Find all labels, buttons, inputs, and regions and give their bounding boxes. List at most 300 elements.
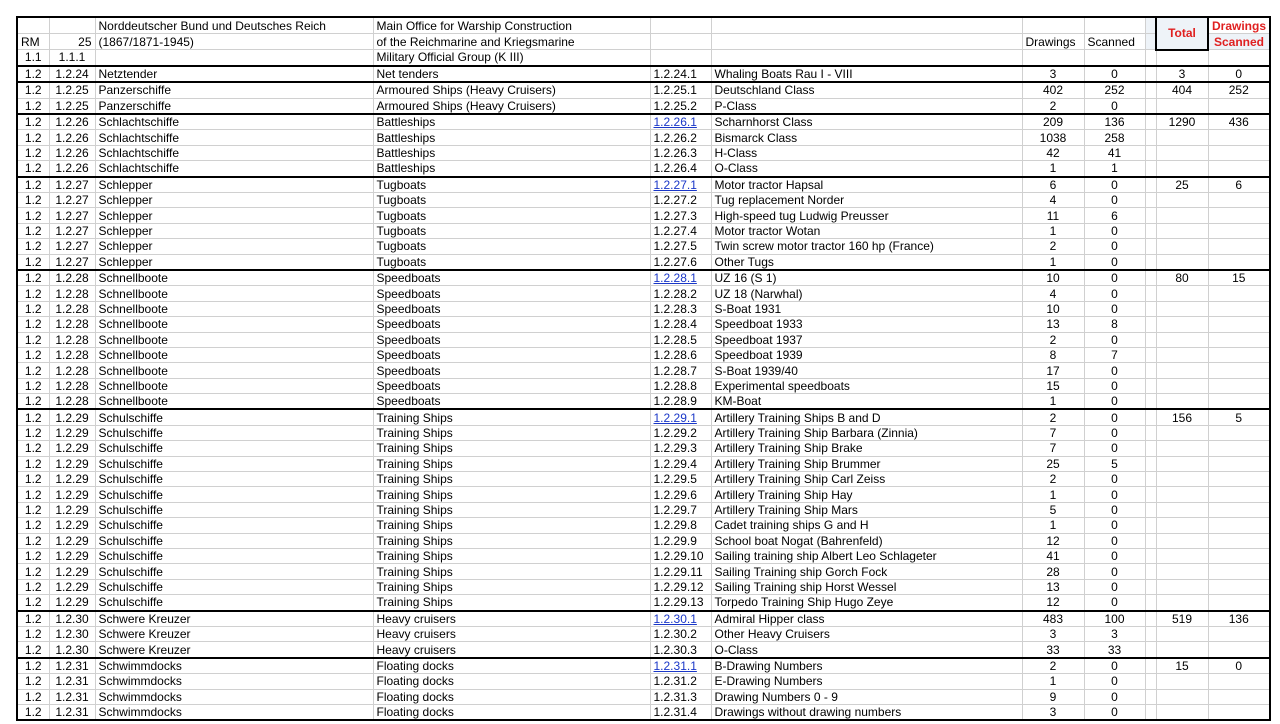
row-drawings[interactable]: 1 (1022, 518, 1084, 533)
row-scanned[interactable]: 0 (1084, 223, 1145, 238)
scanned-header-red[interactable]: Scanned (1208, 34, 1270, 50)
row-drawings[interactable]: 402 (1022, 82, 1084, 98)
row-group-code[interactable]: 1.2.31 (49, 689, 95, 704)
row-scanned[interactable]: 0 (1084, 409, 1145, 425)
row-german-name[interactable]: Schulschiffe (95, 425, 373, 440)
row-total-scanned[interactable]: 5 (1208, 409, 1270, 425)
row-subgroup-code[interactable]: 1.2.29.6 (650, 487, 711, 502)
row-german-name[interactable]: Schnellboote (95, 332, 373, 347)
row-scanned[interactable]: 0 (1084, 66, 1145, 82)
row-scanned[interactable]: 0 (1084, 270, 1145, 286)
row-total-scanned[interactable] (1208, 549, 1270, 564)
row-english-name[interactable]: Battleships (373, 130, 650, 145)
row-description[interactable]: Other Tugs (711, 254, 1022, 270)
row-english-name[interactable]: Training Ships (373, 549, 650, 564)
row-group-code[interactable]: 1.2.27 (49, 223, 95, 238)
row-level[interactable]: 1.2 (17, 161, 49, 177)
row-drawings[interactable]: 1 (1022, 394, 1084, 410)
row-total-scanned[interactable] (1208, 394, 1270, 410)
row-total-drawings[interactable] (1156, 549, 1208, 564)
row-drawings[interactable]: 28 (1022, 564, 1084, 579)
row-level[interactable]: 1.2 (17, 579, 49, 594)
row-group-code[interactable]: 1.2.29 (49, 595, 95, 611)
title-en-line-1[interactable]: Main Office for Warship Construction (373, 17, 650, 34)
row-level[interactable]: 1.2 (17, 394, 49, 410)
row-level[interactable]: 1.2 (17, 472, 49, 487)
row-subgroup-code[interactable]: 1.2.26.3 (650, 145, 711, 160)
row-subgroup-code[interactable]: 1.2.26.4 (650, 161, 711, 177)
row-description[interactable]: S-Boat 1931 (711, 301, 1022, 316)
row-subgroup-code[interactable]: 1.2.27.4 (650, 223, 711, 238)
row-total-drawings[interactable] (1156, 564, 1208, 579)
row-german-name[interactable]: Schulschiffe (95, 456, 373, 471)
row-drawings[interactable]: 25 (1022, 456, 1084, 471)
row-description[interactable]: Motor tractor Hapsal (711, 177, 1022, 193)
row-level[interactable]: 1.2 (17, 642, 49, 658)
row-description[interactable]: Admiral Hipper class (711, 611, 1022, 627)
row-level[interactable]: 1.2 (17, 487, 49, 502)
row-english-name[interactable]: Heavy cruisers (373, 642, 650, 658)
row-german-name[interactable]: Schnellboote (95, 378, 373, 393)
row-subgroup-code[interactable]: 1.2.26.2 (650, 130, 711, 145)
row-english-name[interactable]: Battleships (373, 145, 650, 160)
row-total-scanned[interactable] (1208, 425, 1270, 440)
row-english-name[interactable]: Speedboats (373, 378, 650, 393)
row-scanned[interactable]: 0 (1084, 254, 1145, 270)
row-scanned[interactable]: 0 (1084, 425, 1145, 440)
row-description[interactable]: H-Class (711, 145, 1022, 160)
row-german-name[interactable]: Schwere Kreuzer (95, 611, 373, 627)
row-drawings[interactable]: 1038 (1022, 130, 1084, 145)
row-subgroup-code[interactable] (650, 177, 711, 193)
row-subgroup-code[interactable]: 1.2.29.9 (650, 533, 711, 548)
row-subgroup-code[interactable]: 1.2.28.2 (650, 286, 711, 301)
row-level[interactable]: 1.2 (17, 674, 49, 689)
row-english-name[interactable]: Tugboats (373, 254, 650, 270)
row-scanned[interactable]: 0 (1084, 378, 1145, 393)
row-subgroup-code[interactable]: 1.2.27.5 (650, 239, 711, 254)
row-total-drawings[interactable] (1156, 487, 1208, 502)
row-total-drawings[interactable] (1156, 130, 1208, 145)
row-german-name[interactable]: Schlachtschiffe (95, 145, 373, 160)
row-english-name[interactable]: Training Ships (373, 409, 650, 425)
row-scanned[interactable]: 0 (1084, 502, 1145, 517)
row-level[interactable]: 1.2 (17, 378, 49, 393)
row-total-drawings[interactable] (1156, 301, 1208, 316)
row-english-name[interactable]: Training Ships (373, 518, 650, 533)
row-drawings[interactable]: 3 (1022, 626, 1084, 641)
row-level[interactable]: 1.2 (17, 425, 49, 440)
row-total-scanned[interactable] (1208, 642, 1270, 658)
row-description[interactable]: Tug replacement Norder (711, 193, 1022, 208)
row-description[interactable]: Speedboat 1933 (711, 317, 1022, 332)
row-total-drawings[interactable] (1156, 317, 1208, 332)
row-group-code[interactable]: 1.2.26 (49, 161, 95, 177)
row-level[interactable]: 1.2 (17, 363, 49, 378)
row-description[interactable]: Speedboat 1939 (711, 347, 1022, 362)
row-level[interactable]: 1.2 (17, 332, 49, 347)
row-group-code[interactable]: 1.2.28 (49, 347, 95, 362)
row-total-scanned[interactable] (1208, 98, 1270, 114)
row-english-name[interactable]: Speedboats (373, 363, 650, 378)
row-german-name[interactable]: Schlachtschiffe (95, 114, 373, 130)
row-group-code[interactable]: 1.2.28 (49, 363, 95, 378)
row-level[interactable]: 1.2 (17, 82, 49, 98)
row-total-drawings[interactable]: 1290 (1156, 114, 1208, 130)
row-level[interactable]: 1.2 (17, 98, 49, 114)
row-scanned[interactable]: 252 (1084, 82, 1145, 98)
row-subgroup-code[interactable]: 1.2.30.3 (650, 642, 711, 658)
row-scanned[interactable]: 0 (1084, 518, 1145, 533)
row-scanned[interactable]: 0 (1084, 658, 1145, 674)
row-total-scanned[interactable] (1208, 472, 1270, 487)
row-subgroup-code[interactable]: 1.2.29.11 (650, 564, 711, 579)
row-description[interactable]: Cadet training ships G and H (711, 518, 1022, 533)
row-english-name[interactable]: Tugboats (373, 177, 650, 193)
row-level[interactable]: 1.2 (17, 193, 49, 208)
row-scanned[interactable]: 0 (1084, 441, 1145, 456)
row-description[interactable]: Artillery Training Ship Barbara (Zinnia) (711, 425, 1022, 440)
row-subgroup-code[interactable] (650, 270, 711, 286)
row-english-name[interactable]: Training Ships (373, 564, 650, 579)
row-subgroup-code[interactable] (650, 409, 711, 425)
row-drawings[interactable]: 4 (1022, 193, 1084, 208)
row-group-code[interactable]: 1.2.28 (49, 301, 95, 316)
row-total-scanned[interactable] (1208, 208, 1270, 223)
row-total-scanned[interactable] (1208, 130, 1270, 145)
row-scanned[interactable]: 0 (1084, 689, 1145, 704)
row-total-scanned[interactable] (1208, 441, 1270, 456)
row-english-name[interactable]: Speedboats (373, 317, 650, 332)
row-total-drawings[interactable] (1156, 208, 1208, 223)
row-level[interactable]: 1.2 (17, 66, 49, 82)
row-subgroup-code[interactable]: 1.2.27.2 (650, 193, 711, 208)
row-subgroup-code[interactable]: 1.2.25.1 (650, 82, 711, 98)
row-subgroup-code[interactable]: 1.2.31.2 (650, 674, 711, 689)
row-drawings[interactable]: 5 (1022, 502, 1084, 517)
row-scanned[interactable]: 0 (1084, 704, 1145, 720)
row-total-drawings[interactable]: 519 (1156, 611, 1208, 627)
row-total-drawings[interactable] (1156, 254, 1208, 270)
row-drawings[interactable]: 1 (1022, 161, 1084, 177)
row-group-code[interactable]: 1.2.30 (49, 611, 95, 627)
row-description[interactable]: Sailing Training ship Gorch Fock (711, 564, 1022, 579)
row-description[interactable]: UZ 18 (Narwhal) (711, 286, 1022, 301)
row-english-name[interactable]: Training Ships (373, 533, 650, 548)
row-total-scanned[interactable] (1208, 456, 1270, 471)
row-subgroup-code[interactable]: 1.2.29.13 (650, 595, 711, 611)
row-group-code[interactable]: 1.2.28 (49, 317, 95, 332)
row-total-scanned[interactable] (1208, 564, 1270, 579)
row-description[interactable]: Drawings without drawing numbers (711, 704, 1022, 720)
row-subgroup-code[interactable]: 1.2.28.4 (650, 317, 711, 332)
row-scanned[interactable]: 1 (1084, 161, 1145, 177)
row-subgroup-code[interactable]: 1.2.24.1 (650, 66, 711, 82)
row-english-name[interactable]: Heavy cruisers (373, 611, 650, 627)
row-subgroup-code[interactable]: 1.2.28.3 (650, 301, 711, 316)
row-total-drawings[interactable] (1156, 518, 1208, 533)
row-german-name[interactable]: Schlachtschiffe (95, 130, 373, 145)
row-total-scanned[interactable]: 15 (1208, 270, 1270, 286)
row-english-name[interactable]: Speedboats (373, 270, 650, 286)
row-total-drawings[interactable]: 3 (1156, 66, 1208, 82)
drawings-column-header[interactable]: Drawings (1022, 34, 1084, 50)
row-total-drawings[interactable] (1156, 145, 1208, 160)
row-group-code[interactable]: 1.2.29 (49, 564, 95, 579)
row-english-name[interactable]: Armoured Ships (Heavy Cruisers) (373, 98, 650, 114)
row-subgroup-code[interactable] (650, 114, 711, 130)
row-scanned[interactable]: 0 (1084, 301, 1145, 316)
row-group-code[interactable]: 1.2.29 (49, 533, 95, 548)
row-total-drawings[interactable] (1156, 363, 1208, 378)
row-german-name[interactable]: Schlepper (95, 239, 373, 254)
row-description[interactable]: O-Class (711, 161, 1022, 177)
row-english-name[interactable]: Heavy cruisers (373, 626, 650, 641)
row-group-code[interactable]: 1.2.29 (49, 518, 95, 533)
row-total-drawings[interactable] (1156, 239, 1208, 254)
row-scanned[interactable]: 0 (1084, 98, 1145, 114)
row-total-drawings[interactable] (1156, 332, 1208, 347)
row-group-code[interactable]: 1.2.31 (49, 704, 95, 720)
row-subgroup-code[interactable]: 1.2.31.3 (650, 689, 711, 704)
row-drawings[interactable]: 17 (1022, 363, 1084, 378)
row-subgroup-code[interactable]: 1.2.29.10 (650, 549, 711, 564)
row-english-name[interactable]: Battleships (373, 114, 650, 130)
row-scanned[interactable]: 5 (1084, 456, 1145, 471)
row-german-name[interactable]: Schwimmdocks (95, 674, 373, 689)
rm-number[interactable]: 25 (49, 34, 95, 50)
row-drawings[interactable]: 10 (1022, 301, 1084, 316)
row-total-drawings[interactable] (1156, 533, 1208, 548)
row-scanned[interactable]: 136 (1084, 114, 1145, 130)
row-drawings[interactable]: 9 (1022, 689, 1084, 704)
row-level[interactable]: 1.2 (17, 177, 49, 193)
row-drawings[interactable]: 3 (1022, 704, 1084, 720)
row-english-name[interactable]: Net tenders (373, 66, 650, 82)
row-german-name[interactable]: Schnellboote (95, 347, 373, 362)
row-group-code[interactable]: 1.2.29 (49, 502, 95, 517)
row-group-code[interactable]: 1.2.27 (49, 239, 95, 254)
row-total-scanned[interactable] (1208, 317, 1270, 332)
row-group-code[interactable]: 1.2.29 (49, 425, 95, 440)
row-level[interactable]: 1.2 (17, 564, 49, 579)
row-total-scanned[interactable] (1208, 286, 1270, 301)
row-total-drawings[interactable] (1156, 394, 1208, 410)
row-scanned[interactable]: 100 (1084, 611, 1145, 627)
row-scanned[interactable]: 0 (1084, 286, 1145, 301)
row-german-name[interactable]: Schulschiffe (95, 487, 373, 502)
row-description[interactable]: Drawing Numbers 0 - 9 (711, 689, 1022, 704)
row-group-code[interactable]: 1.2.31 (49, 674, 95, 689)
row-level[interactable]: 1.2 (17, 456, 49, 471)
row-drawings[interactable]: 2 (1022, 472, 1084, 487)
row-total-scanned[interactable] (1208, 145, 1270, 160)
row-english-name[interactable]: Tugboats (373, 193, 650, 208)
subgroup-link[interactable]: 1.2.26.1 (653, 115, 697, 130)
row-english-name[interactable]: Floating docks (373, 704, 650, 720)
row-group-code[interactable]: 1.2.25 (49, 82, 95, 98)
row-description[interactable]: Artillery Training Ship Carl Zeiss (711, 472, 1022, 487)
row-english-name[interactable]: Training Ships (373, 472, 650, 487)
row-total-scanned[interactable] (1208, 239, 1270, 254)
row-subgroup-code[interactable]: 1.2.29.8 (650, 518, 711, 533)
row-total-drawings[interactable]: 80 (1156, 270, 1208, 286)
row-total-drawings[interactable]: 15 (1156, 658, 1208, 674)
row-english-name[interactable]: Battleships (373, 161, 650, 177)
row-drawings[interactable]: 42 (1022, 145, 1084, 160)
row-scanned[interactable]: 0 (1084, 394, 1145, 410)
row-english-name[interactable]: Tugboats (373, 208, 650, 223)
row-scanned[interactable]: 258 (1084, 130, 1145, 145)
row-subgroup-code[interactable]: 1.2.28.6 (650, 347, 711, 362)
row-group-code[interactable]: 1.2.25 (49, 98, 95, 114)
row-drawings[interactable]: 13 (1022, 579, 1084, 594)
row-level[interactable]: 1.2 (17, 286, 49, 301)
row-description[interactable]: Twin screw motor tractor 160 hp (France) (711, 239, 1022, 254)
total-header[interactable]: Total (1156, 17, 1208, 50)
row-total-drawings[interactable]: 25 (1156, 177, 1208, 193)
row-description[interactable]: Experimental speedboats (711, 378, 1022, 393)
row-subgroup-code[interactable]: 1.2.25.2 (650, 98, 711, 114)
row-total-drawings[interactable] (1156, 425, 1208, 440)
row-english-name[interactable]: Tugboats (373, 239, 650, 254)
row-total-drawings[interactable] (1156, 502, 1208, 517)
title-de-line-1[interactable]: Norddeutscher Bund und Deutsches Reich (95, 17, 373, 34)
row-german-name[interactable]: Schwimmdocks (95, 704, 373, 720)
row-scanned[interactable]: 8 (1084, 317, 1145, 332)
row-description[interactable]: School boat Nogat (Bahrenfeld) (711, 533, 1022, 548)
row-total-drawings[interactable] (1156, 642, 1208, 658)
row-description[interactable]: Other Heavy Cruisers (711, 626, 1022, 641)
row-german-name[interactable]: Schulschiffe (95, 472, 373, 487)
row-subgroup-code[interactable]: 1.2.31.4 (650, 704, 711, 720)
row-level[interactable]: 1.2 (17, 549, 49, 564)
row-group-code[interactable]: 1.2.31 (49, 658, 95, 674)
row-group-code[interactable]: 1.2.29 (49, 409, 95, 425)
row-scanned[interactable]: 41 (1084, 145, 1145, 160)
row-description[interactable]: O-Class (711, 642, 1022, 658)
row-description[interactable]: Artillery Training Ship Brake (711, 441, 1022, 456)
row-german-name[interactable]: Schlachtschiffe (95, 161, 373, 177)
row-total-scanned[interactable]: 0 (1208, 66, 1270, 82)
row-description[interactable]: Artillery Training Ship Mars (711, 502, 1022, 517)
row-level[interactable]: 1.2 (17, 518, 49, 533)
row-total-drawings[interactable] (1156, 286, 1208, 301)
row-scanned[interactable]: 0 (1084, 533, 1145, 548)
row-drawings[interactable]: 2 (1022, 409, 1084, 425)
row-total-scanned[interactable] (1208, 626, 1270, 641)
row-level[interactable]: 1.2 (17, 254, 49, 270)
row-drawings[interactable]: 7 (1022, 441, 1084, 456)
row-description[interactable]: B-Drawing Numbers (711, 658, 1022, 674)
row-total-drawings[interactable] (1156, 378, 1208, 393)
row-description[interactable]: P-Class (711, 98, 1022, 114)
row-total-scanned[interactable] (1208, 193, 1270, 208)
row-group-code[interactable]: 1.2.27 (49, 254, 95, 270)
row-group-code[interactable]: 1.2.28 (49, 286, 95, 301)
row-drawings[interactable]: 2 (1022, 239, 1084, 254)
row-level[interactable]: 1.2 (17, 145, 49, 160)
row-description[interactable]: Deutschland Class (711, 82, 1022, 98)
row-drawings[interactable]: 8 (1022, 347, 1084, 362)
row-total-scanned[interactable] (1208, 378, 1270, 393)
row-group-code[interactable]: 1.2.28 (49, 378, 95, 393)
row-german-name[interactable]: Schnellboote (95, 270, 373, 286)
row-german-name[interactable]: Schulschiffe (95, 502, 373, 517)
row-german-name[interactable]: Netztender (95, 66, 373, 82)
row-german-name[interactable]: Schwimmdocks (95, 689, 373, 704)
row-german-name[interactable]: Schwimmdocks (95, 658, 373, 674)
row-german-name[interactable]: Schnellboote (95, 286, 373, 301)
row-scanned[interactable]: 0 (1084, 193, 1145, 208)
row-level[interactable]: 1.2 (17, 502, 49, 517)
row-level[interactable]: 1.2 (17, 270, 49, 286)
row-subgroup-code[interactable]: 1.2.30.2 (650, 626, 711, 641)
row-subgroup-code[interactable] (650, 611, 711, 627)
row-total-drawings[interactable] (1156, 579, 1208, 594)
row-total-scanned[interactable] (1208, 502, 1270, 517)
row-english-name[interactable]: Training Ships (373, 579, 650, 594)
row-german-name[interactable]: Schlepper (95, 177, 373, 193)
title-de-line-2[interactable]: (1867/1871-1945) (95, 34, 373, 50)
row-group-code[interactable]: 1.2.27 (49, 208, 95, 223)
row-english-name[interactable]: Training Ships (373, 441, 650, 456)
row-drawings[interactable]: 2 (1022, 332, 1084, 347)
row-scanned[interactable]: 0 (1084, 674, 1145, 689)
row-group-code[interactable]: 1.2.27 (49, 177, 95, 193)
row-level[interactable]: 1.2 (17, 658, 49, 674)
row-subgroup-code[interactable]: 1.2.28.7 (650, 363, 711, 378)
row-level[interactable]: 1.2 (17, 533, 49, 548)
row-drawings[interactable]: 12 (1022, 595, 1084, 611)
row-level[interactable]: 1.2 (17, 626, 49, 641)
row-description[interactable]: Sailing Training ship Horst Wessel (711, 579, 1022, 594)
title-en-line-2[interactable]: of the Reichmarine and Kriegsmarine (373, 34, 650, 50)
row-total-scanned[interactable] (1208, 533, 1270, 548)
subgroup-link[interactable]: 1.2.31.1 (653, 658, 697, 673)
row-drawings[interactable]: 1 (1022, 223, 1084, 238)
row-drawings[interactable]: 11 (1022, 208, 1084, 223)
row-group-code[interactable]: 1.2.29 (49, 487, 95, 502)
row-group-code[interactable]: 1.2.26 (49, 145, 95, 160)
row-total-drawings[interactable] (1156, 223, 1208, 238)
row-english-name[interactable]: Training Ships (373, 595, 650, 611)
drawings-header-red[interactable]: Drawings (1208, 17, 1270, 34)
row-group-code[interactable]: 1.2.27 (49, 193, 95, 208)
rm-label[interactable]: RM (17, 34, 49, 50)
row-english-name[interactable]: Training Ships (373, 425, 650, 440)
row-german-name[interactable]: Schulschiffe (95, 441, 373, 456)
row-total-scanned[interactable]: 136 (1208, 611, 1270, 627)
row-level[interactable]: 1.2 (17, 689, 49, 704)
row-total-scanned[interactable] (1208, 487, 1270, 502)
row-english-name[interactable]: Speedboats (373, 301, 650, 316)
row-description[interactable]: S-Boat 1939/40 (711, 363, 1022, 378)
row-german-name[interactable]: Schwere Kreuzer (95, 642, 373, 658)
row-scanned[interactable]: 0 (1084, 487, 1145, 502)
row-total-scanned[interactable] (1208, 254, 1270, 270)
row-group-code[interactable]: 1.2.29 (49, 456, 95, 471)
row-description[interactable]: Artillery Training Ship Hay (711, 487, 1022, 502)
row-drawings[interactable]: 3 (1022, 66, 1084, 82)
row-total-drawings[interactable] (1156, 347, 1208, 362)
row-level[interactable]: 1.2 (17, 347, 49, 362)
row-level[interactable]: 1.2 (17, 130, 49, 145)
row-description[interactable]: Whaling Boats Rau I - VIII (711, 66, 1022, 82)
row-drawings[interactable]: 1 (1022, 487, 1084, 502)
row-drawings[interactable]: 12 (1022, 533, 1084, 548)
row-level[interactable]: 1.2 (17, 239, 49, 254)
